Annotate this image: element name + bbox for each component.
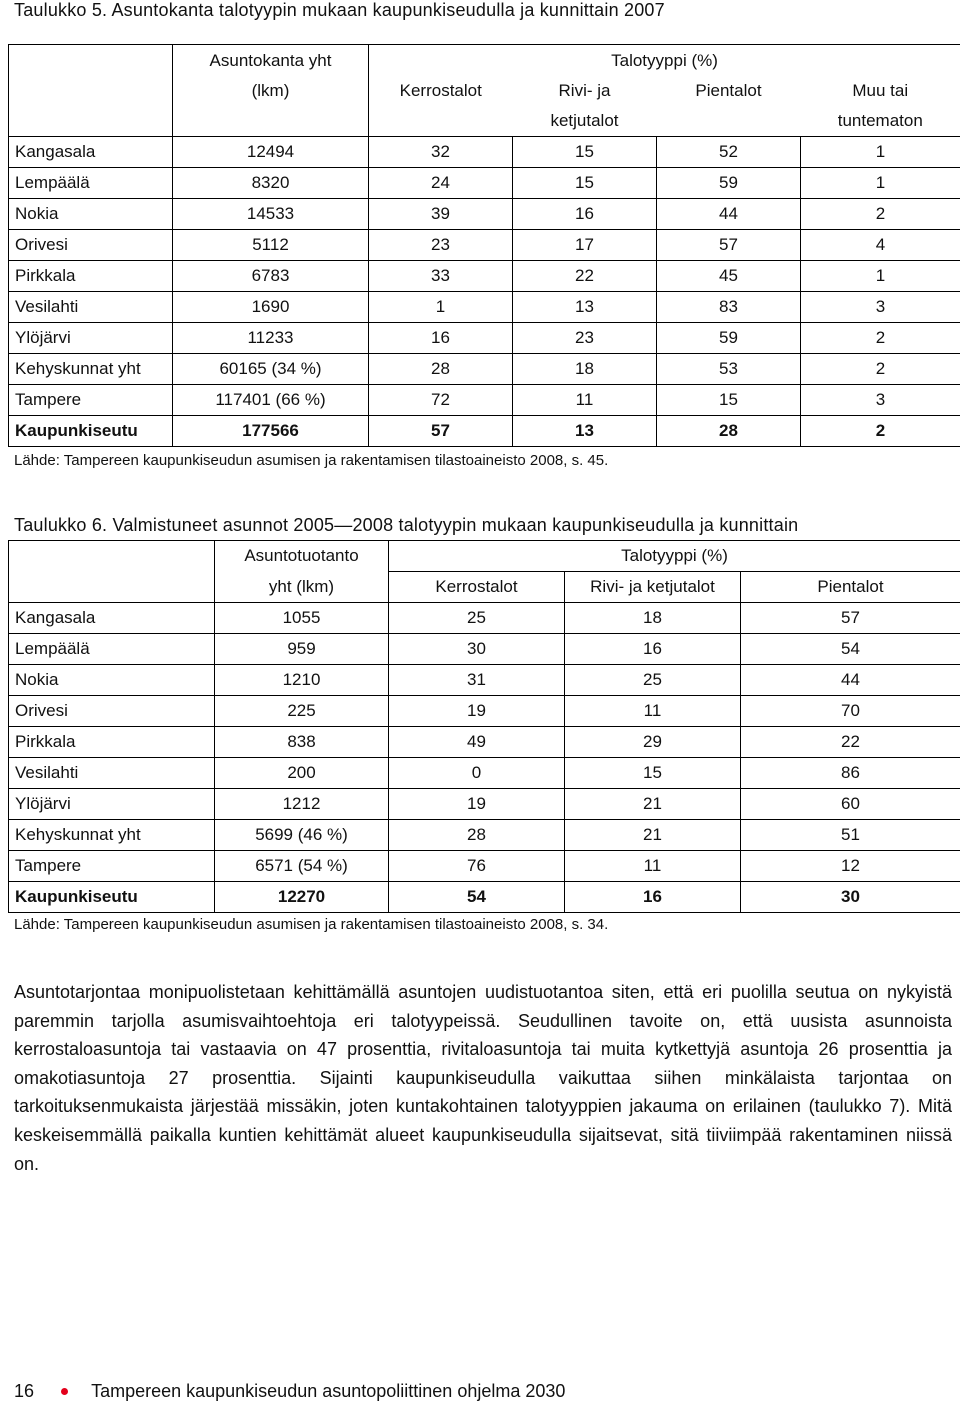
cell-rivi: 15 bbox=[565, 758, 741, 789]
cell-pien: 30 bbox=[741, 882, 960, 913]
cell-kerros: 28 bbox=[389, 820, 565, 851]
cell-kerros: 23 bbox=[369, 230, 513, 261]
table-row bbox=[9, 696, 960, 727]
cell-total: 6571 (54 %) bbox=[215, 851, 389, 882]
row-label: Kehyskunnat yht bbox=[9, 820, 215, 851]
row-label: Orivesi bbox=[9, 696, 215, 727]
cell-kerros: 0 bbox=[389, 758, 565, 789]
table-row bbox=[9, 354, 960, 385]
row-label: Tampere bbox=[9, 851, 215, 882]
cell-kerros: 49 bbox=[389, 727, 565, 758]
cell-rivi: 11 bbox=[565, 696, 741, 727]
cell-pien: 86 bbox=[741, 758, 960, 789]
table5-caption: Taulukko 5. Asuntokanta talotyypin mukaan kaupunkiseudulla ja kunnittain 2007 bbox=[14, 0, 665, 20]
row-label: Kaupunkiseutu bbox=[9, 416, 173, 447]
cell-total: 14533 bbox=[173, 199, 369, 230]
table-row bbox=[9, 323, 960, 354]
table6-header-rivitalot: Rivi- ja ketjutalot bbox=[565, 572, 741, 603]
page-number: 16 bbox=[14, 1380, 35, 1401]
cell-pien: 54 bbox=[741, 634, 960, 665]
row-label: Nokia bbox=[9, 665, 215, 696]
cell-rivi: 13 bbox=[513, 292, 657, 323]
cell-muu: 1 bbox=[801, 137, 960, 168]
table-row bbox=[9, 261, 960, 292]
cell-kerros: 76 bbox=[389, 851, 565, 882]
cell-rivi: 21 bbox=[565, 820, 741, 851]
cell-pien: 57 bbox=[741, 603, 960, 634]
cell-muu: 4 bbox=[801, 230, 960, 261]
table6-header-empty-2 bbox=[9, 572, 215, 603]
table5-header-group: Talotyyppi (%) bbox=[369, 45, 960, 77]
cell-kerros: 72 bbox=[369, 385, 513, 416]
table-row bbox=[9, 199, 960, 230]
table5-header-empty bbox=[9, 45, 173, 77]
cell-kerros: 31 bbox=[389, 665, 565, 696]
table5-header-total: Asuntokanta yht bbox=[173, 45, 369, 77]
cell-pien: 15 bbox=[657, 385, 801, 416]
row-label: Tampere bbox=[9, 385, 173, 416]
cell-total: 60165 (34 %) bbox=[173, 354, 369, 385]
row-label: Kehyskunnat yht bbox=[9, 354, 173, 385]
cell-total: 1212 bbox=[215, 789, 389, 820]
table6 bbox=[8, 540, 960, 913]
cell-pien: 44 bbox=[657, 199, 801, 230]
cell-kerros: 30 bbox=[389, 634, 565, 665]
cell-pien: 45 bbox=[657, 261, 801, 292]
cell-total: 11233 bbox=[173, 323, 369, 354]
row-label: Lempäälä bbox=[9, 168, 173, 199]
table-row bbox=[9, 603, 960, 634]
table6-header-row-2 bbox=[9, 572, 960, 603]
table-row bbox=[9, 634, 960, 665]
cell-kerros: 39 bbox=[369, 199, 513, 230]
cell-kerros: 19 bbox=[389, 696, 565, 727]
table-row bbox=[9, 665, 960, 696]
row-label: Orivesi bbox=[9, 230, 173, 261]
table-row bbox=[9, 789, 960, 820]
row-label: Ylöjärvi bbox=[9, 323, 173, 354]
cell-total: 200 bbox=[215, 758, 389, 789]
cell-total: 1690 bbox=[173, 292, 369, 323]
cell-total: 1055 bbox=[215, 603, 389, 634]
cell-total: 12494 bbox=[173, 137, 369, 168]
cell-kerros: 16 bbox=[369, 323, 513, 354]
cell-total: 5112 bbox=[173, 230, 369, 261]
cell-total: 959 bbox=[215, 634, 389, 665]
table5-header-pientalot bbox=[657, 76, 801, 137]
table-row bbox=[9, 416, 960, 447]
cell-rivi: 15 bbox=[513, 137, 657, 168]
table6-source: Lähde: Tampereen kaupunkiseudun asumisen ja rakentamisen tilastoaineisto 2008, s. 34. bbox=[14, 916, 609, 933]
cell-pien: 70 bbox=[741, 696, 960, 727]
cell-muu: 1 bbox=[801, 261, 960, 292]
table-row bbox=[9, 727, 960, 758]
cell-pien: 52 bbox=[657, 137, 801, 168]
cell-rivi: 18 bbox=[565, 603, 741, 634]
table-row bbox=[9, 882, 960, 913]
table-row bbox=[9, 168, 960, 199]
cell-total: 6783 bbox=[173, 261, 369, 292]
table-row bbox=[9, 137, 960, 168]
table-row bbox=[9, 758, 960, 789]
footer-title: Tampereen kaupunkiseudun asuntopoliittinen ohjelma 2030 bbox=[91, 1380, 566, 1401]
cell-muu: 3 bbox=[801, 292, 960, 323]
cell-kerros: 32 bbox=[369, 137, 513, 168]
cell-muu: 2 bbox=[801, 354, 960, 385]
cell-pien: 57 bbox=[657, 230, 801, 261]
table5-header-pientalot-text: Pientalot bbox=[695, 81, 762, 100]
table6-header-empty bbox=[9, 541, 215, 572]
cell-total: 12270 bbox=[215, 882, 389, 913]
cell-pien: 60 bbox=[741, 789, 960, 820]
cell-rivi: 22 bbox=[513, 261, 657, 292]
table5-header-total-unit-text: (lkm) bbox=[251, 81, 290, 100]
cell-pien: 83 bbox=[657, 292, 801, 323]
cell-muu: 2 bbox=[801, 199, 960, 230]
table5-header-muu bbox=[801, 76, 960, 137]
table5-header-row-1 bbox=[9, 45, 960, 77]
row-label: Lempäälä bbox=[9, 634, 215, 665]
cell-rivi: 15 bbox=[513, 168, 657, 199]
cell-kerros: 25 bbox=[389, 603, 565, 634]
table6-header-total-unit: yht (lkm) bbox=[215, 572, 389, 603]
table6-header-pientalot: Pientalot bbox=[741, 572, 960, 603]
table5-header-muu-line1: Muu tai bbox=[852, 81, 909, 100]
table6-header-total: Asuntotuotanto bbox=[215, 541, 389, 572]
cell-pien: 44 bbox=[741, 665, 960, 696]
cell-muu: 3 bbox=[801, 385, 960, 416]
cell-kerros: 54 bbox=[389, 882, 565, 913]
row-label: Vesilahti bbox=[9, 292, 173, 323]
row-label: Kangasala bbox=[9, 603, 215, 634]
cell-pien: 28 bbox=[657, 416, 801, 447]
row-label: Pirkkala bbox=[9, 261, 173, 292]
table5-header-muu-line2: tuntematon bbox=[837, 111, 923, 130]
cell-total: 5699 (46 %) bbox=[215, 820, 389, 851]
row-label: Ylöjärvi bbox=[9, 789, 215, 820]
cell-total: 225 bbox=[215, 696, 389, 727]
cell-kerros: 57 bbox=[369, 416, 513, 447]
cell-pien: 59 bbox=[657, 168, 801, 199]
row-label: Pirkkala bbox=[9, 727, 215, 758]
table-row bbox=[9, 820, 960, 851]
cell-pien: 22 bbox=[741, 727, 960, 758]
cell-total: 838 bbox=[215, 727, 389, 758]
table5 bbox=[8, 44, 960, 447]
row-label: Nokia bbox=[9, 199, 173, 230]
cell-rivi: 29 bbox=[565, 727, 741, 758]
row-label: Vesilahti bbox=[9, 758, 215, 789]
cell-rivi: 21 bbox=[565, 789, 741, 820]
table6-caption: Taulukko 6. Valmistuneet asunnot 2005—2008 talotyypin mukaan kaupunkiseudulla ja kunnittain bbox=[14, 515, 799, 535]
row-label: Kaupunkiseutu bbox=[9, 882, 215, 913]
cell-rivi: 11 bbox=[513, 385, 657, 416]
cell-muu: 2 bbox=[801, 416, 960, 447]
cell-muu: 2 bbox=[801, 323, 960, 354]
cell-kerros: 28 bbox=[369, 354, 513, 385]
table5-header-total-unit bbox=[173, 76, 369, 137]
table-row bbox=[9, 851, 960, 882]
cell-kerros: 19 bbox=[389, 789, 565, 820]
cell-rivi: 16 bbox=[565, 882, 741, 913]
cell-rivi: 11 bbox=[565, 851, 741, 882]
cell-total: 117401 (66 %) bbox=[173, 385, 369, 416]
row-label: Kangasala bbox=[9, 137, 173, 168]
table5-header-row-2 bbox=[9, 76, 960, 137]
cell-rivi: 25 bbox=[565, 665, 741, 696]
table-row bbox=[9, 292, 960, 323]
table-row bbox=[9, 230, 960, 261]
table6-header-kerrostalot: Kerrostalot bbox=[389, 572, 565, 603]
cell-total: 8320 bbox=[173, 168, 369, 199]
cell-rivi: 16 bbox=[565, 634, 741, 665]
table5-header-empty-2 bbox=[9, 76, 173, 137]
cell-kerros: 33 bbox=[369, 261, 513, 292]
cell-rivi: 17 bbox=[513, 230, 657, 261]
table5-header-kerrostalot bbox=[369, 76, 513, 137]
cell-total: 177566 bbox=[173, 416, 369, 447]
page-footer bbox=[14, 1380, 565, 1406]
table5-source: Lähde: Tampereen kaupunkiseudun asumisen ja rakentamisen tilastoaineisto 2008, s. 45. bbox=[14, 452, 609, 469]
table6-header-group: Talotyyppi (%) bbox=[389, 541, 960, 572]
table6-header-row-1 bbox=[9, 541, 960, 572]
cell-pien: 59 bbox=[657, 323, 801, 354]
cell-rivi: 13 bbox=[513, 416, 657, 447]
cell-pien: 12 bbox=[741, 851, 960, 882]
cell-pien: 53 bbox=[657, 354, 801, 385]
cell-rivi: 18 bbox=[513, 354, 657, 385]
cell-kerros: 1 bbox=[369, 292, 513, 323]
cell-rivi: 23 bbox=[513, 323, 657, 354]
cell-pien: 51 bbox=[741, 820, 960, 851]
cell-muu: 1 bbox=[801, 168, 960, 199]
bullet-dot-icon bbox=[61, 1388, 68, 1395]
cell-rivi: 16 bbox=[513, 199, 657, 230]
table-row bbox=[9, 385, 960, 416]
table5-header-rivitalot-line2: ketjutalot bbox=[550, 111, 619, 130]
table5-header-rivitalot bbox=[513, 76, 657, 137]
cell-kerros: 24 bbox=[369, 168, 513, 199]
table5-header-kerrostalot-text: Kerrostalot bbox=[399, 81, 482, 100]
body-paragraph: Asuntotarjontaa monipuolistetaan kehittämällä asuntojen uudistuotantoa siten, että eri puolilla seutua on nykyistä paremmin tarjolla asumisvaihtoehtoja eri talotyypeissä. Seudullinen tavoite on, että uusista asunnoista kerrostaloasuntoja tai vastaavia on 47 prosenttia, rivitaloasuntoja tai muita kytkettyjä asuntoja 26 prosenttia ja omakotiasuntoja 27 prosenttia. Sijainti kaupunkiseudulla vaikuttaa siihen minkälaista tarjontaa on tarkoituksenmukaista järjestää missäkin, joten kuntakohtainen talotyyppien jakauma on erilainen (taulukko 7). Mitä keskeisemmällä paikalla kuntien kehittämät alueet kaupunkiseudulla sijaitsevat, sitä tiiviimpää rakentaminen niissä on. bbox=[14, 982, 952, 1174]
table5-header-rivitalot-line1: Rivi- ja bbox=[558, 81, 611, 100]
cell-total: 1210 bbox=[215, 665, 389, 696]
